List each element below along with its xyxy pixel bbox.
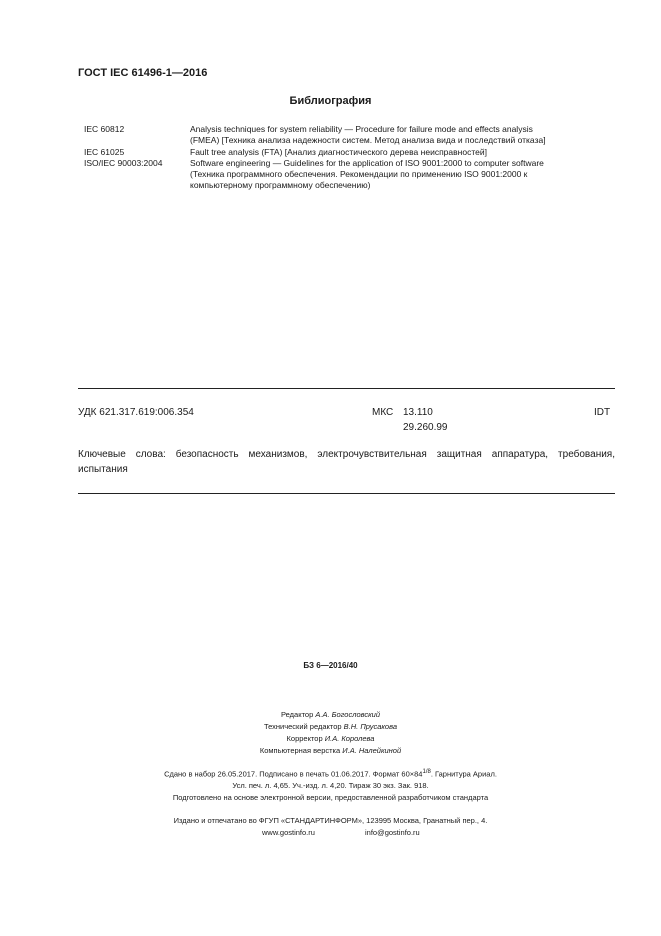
entry-line: компьютерному программному обеспечению)	[190, 180, 371, 190]
format-fraction: 1/8	[422, 769, 431, 775]
entry-description	[190, 124, 614, 146]
print-info-text: Сдано в набор 26.05.2017. Подписано в печать 01.06.2017. Формат 60×84	[164, 769, 423, 779]
credit-line	[0, 710, 661, 719]
entry-line: (Техника программного обеспечения. Рекомендации по применению ISO 9001:2000 к	[190, 169, 528, 179]
credit-role: Редактор	[280, 710, 314, 719]
credit-line	[0, 746, 661, 755]
entry-description	[190, 158, 614, 191]
udk-code: УДК 621.317.619:006.354	[78, 407, 194, 418]
credit-name: А.А. Богословский	[315, 710, 381, 719]
entry-code: IEC 60812	[84, 124, 125, 134]
bibliography-title: Библиография	[289, 95, 372, 107]
keywords: Ключевые слова: безопасность механизмов, электрочувствительная защитная аппаратура, требования, испытания	[78, 449, 615, 475]
print-info-line: Усл. печ. л. 4,65. Уч.-изд. л. 4,20. Тираж 30 экз. Зак. 918.	[232, 781, 429, 790]
divider-top	[78, 388, 615, 389]
degree-of-correspondence: IDT	[594, 407, 611, 418]
credit-line	[0, 734, 661, 743]
credit-role: Корректор	[286, 734, 323, 743]
divider-bottom	[78, 493, 615, 494]
entry-description	[190, 147, 614, 158]
print-info-text: . Гарнитура Ариал.	[430, 769, 497, 779]
credit-line	[0, 722, 661, 731]
entry-code: IEC 61025	[84, 147, 125, 157]
credit-name: И.А. Королева	[324, 734, 375, 743]
credit-role: Компьютерная верстка	[259, 746, 341, 755]
mks-code: 29.260.99	[403, 422, 448, 433]
mks-label: МКС	[372, 407, 394, 418]
mks-code: 13.110	[403, 407, 433, 418]
standard-id: ГОСТ IEC 61496-1—2016	[78, 67, 208, 79]
entry-line: Fault tree analysis (FTA) [Анализ диагностического дерева неисправностей]	[190, 147, 487, 157]
publisher-email: info@gostinfo.ru	[365, 828, 420, 837]
publisher-website: www.gostinfo.ru	[262, 828, 315, 837]
entry-code: ISO/IEC 90003:2004	[84, 158, 163, 168]
credit-name: И.А. Налейкиной	[342, 746, 402, 755]
publisher-line: Издано и отпечатано во ФГУП «СТАНДАРТИНФОРМ», 123995 Москва, Гранатный пер., 4.	[173, 816, 488, 825]
bz-number: БЗ 6—2016/40	[303, 661, 358, 670]
credit-name: В.Н. Прусакова	[343, 722, 398, 731]
print-info-line: Подготовлено на основе электронной версии, предоставленной разработчиком стандарта	[172, 793, 489, 802]
print-info-line	[0, 769, 661, 779]
credit-role: Технический редактор	[263, 722, 342, 731]
entry-line: Analysis techniques for system reliability — Procedure for failure mode and effects analysis	[190, 124, 533, 134]
entry-line: (FMEA) [Техника анализа надежности систем. Метод анализа вида и последствий отказа]	[190, 135, 546, 145]
entry-line: Software engineering — Guidelines for the application of ISO 9001:2000 to computer software	[190, 158, 544, 168]
